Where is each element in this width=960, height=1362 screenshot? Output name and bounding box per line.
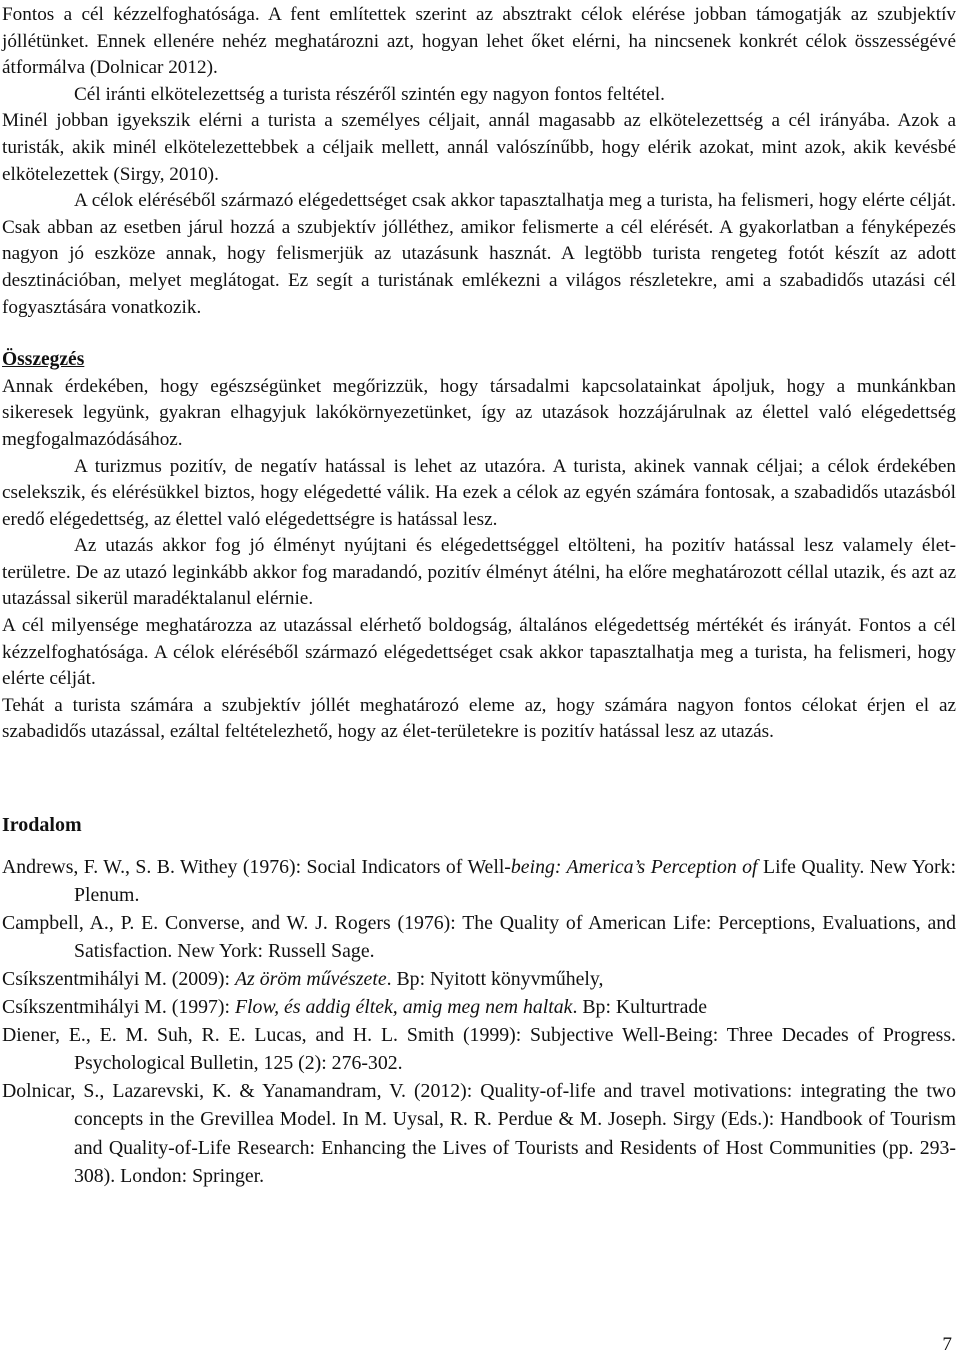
reference-text: Csíkszentmihályi M. (1997): — [2, 996, 235, 1019]
reference-text: Dolnicar, S., Lazarevski, K. & Yanamandram, V. (2012): Quality-of-life and travel motivations: integrating the two concepts in the Grevillea Model. In M. Uysal, R. R. Perdue & M. Joseph. Sirgy (Eds.): Handbook of Tourism and Quality-of-Life Research: Enhancing the Lives of Tourists and Residents of Host Communities (pp. 293-308). London: Springer. — [2, 1080, 956, 1187]
reference-text: . Bp: Kulturtrade — [572, 996, 708, 1019]
reference-item — [2, 965, 956, 993]
reference-title: Flow, és addig éltek, amig meg nem haltak — [234, 996, 573, 1019]
page-content — [2, 2, 956, 1190]
reference-text: Life Quality. New York: Plenum. — [74, 855, 957, 906]
references-heading: Irodalom — [2, 814, 82, 837]
summary-paragraph: Tehát a turista számára a szubjektív jóllét meghatározó eleme az, hogy számára nagyon fontos célokat érjen el az szabadidős utazással, ezáltal feltételezhető, hogy az élet-területekre is pozitív hatással lesz az utazás. — [2, 694, 956, 743]
summary-paragraph: A cél milyensége meghatározza az utazással elérhető boldogság, általános elégedettség mértékét és irányát. Fontos a cél kézzelfoghatósága. A célok eléréséből származó elégedettséget csak akkor tapasztalhatja meg a turista, ha felismeri, hogy elérte célját. — [2, 615, 956, 690]
body-paragraph: Cél iránti elkötelezettség a turista részéről szintén egy nagyon fontos feltétel. — [74, 83, 665, 105]
body-paragraph: A célok eléréséből származó elégedettséget csak akkor tapasztalhatja meg a turista, ha felismeri, hogy elérte célját. Csak abban az esetben járul hozzá a szubjektív jólléthez, amikor felismerte a cél elérését. A gyakorlatban a fényképezés nagyon jó eszköze annak, hogy felismerjük az utazásunk hasznát. A legtöbb turista rengeteg fotót készít az adott desztinációban, melyet meglátogat. Ez segít a turistának emlékezni a világos részletekre, ami a szabadidős utazási cél fogyasztására vonatkozik. — [2, 190, 956, 318]
reference-item — [2, 1077, 956, 1189]
body-paragraph: Fontos a cél kézzelfoghatósága. A fent említettek szerint az absztrakt célok elérése jobban támogatják az szubjektív jóllétünket. Ennek ellenére nehéz meghatározni azt, hogyan lehet őket elérni, ha nincsenek konkrét célok összességévé átformálva (Dolnicar 2012). — [2, 4, 956, 79]
reference-text: Andrews, F. W., S. B. Withey (1976): Social Indicators of Well- — [2, 855, 511, 878]
reference-item — [2, 1021, 956, 1077]
summary-paragraph: Annak érdekében, hogy egészségünket megőrizzük, hogy társadalmi kapcsolatainkat ápoljuk, hogy a munkánkban sikeresek legyünk, gyakran elhagyjuk lakókörnyezetünket, így az utazások hozzájárulnak az élettel való elégedettség megfogalmazódásához. — [2, 375, 956, 450]
reference-text: Diener, E., E. M. Suh, R. E. Lucas, and H. L. Smith (1999): Subjective Well-Being: Three Decades of Progress. Psychological Bulletin, 125 (2): 276-302. — [2, 1024, 956, 1075]
body-paragraph: Minél jobban igyekszik elérni a turista a személyes céljait, annál magasabb az elkötelezettség a cél irányába. Azok a turisták, akik minél elkötelezettebbek a céljaik mellett, annál valószínűbb, hogy elérik azokat, mint azok, akik kevésbé elkötelezettek (Sirgy, 2010). — [2, 110, 956, 185]
summary-paragraph: Az utazás akkor fog jó élményt nyújtani és elégedettséggel eltölteni, ha pozitív hatással lesz valamely élet-területre. De az utazó leginkább akkor fog maradandó, pozitív élményt átélni, ha előre meghatározott céllal utazik, és azt az utazással sikerül maradéktalanul elérnie. — [2, 535, 956, 610]
reference-item — [2, 993, 956, 1021]
reference-list — [2, 853, 956, 1190]
summary-paragraph: A turizmus pozitív, de negatív hatással is lehet az utazóra. A turista, akinek vannak céljai; a célok érdekében cselekszik, és elérésükkel biztos, hogy elégedetté válik. Ha ezek a célok az egyén számára fontosak, a szabadidős utazásból eredő elégedettség, az élettel való elégedettségre is hatással lesz. — [2, 455, 956, 530]
reference-text: Campbell, A., P. E. Converse, and W. J. Rogers (1976): The Quality of American Life: Perceptions, Evaluations, and Satisfaction. New York: Russell Sage. — [2, 911, 956, 962]
page-number: 7 — [942, 1334, 952, 1355]
reference-text: . Bp: Nyitott könyvműhely, — [386, 968, 604, 990]
reference-text: Csíkszentmihályi M. (2009): — [2, 968, 235, 990]
reference-title: being: America’s Perception of — [510, 855, 758, 878]
summary-heading: Összegzés — [2, 349, 85, 371]
reference-title: Az öröm művészete — [234, 968, 387, 990]
reference-item — [2, 853, 956, 909]
reference-item — [2, 909, 956, 965]
